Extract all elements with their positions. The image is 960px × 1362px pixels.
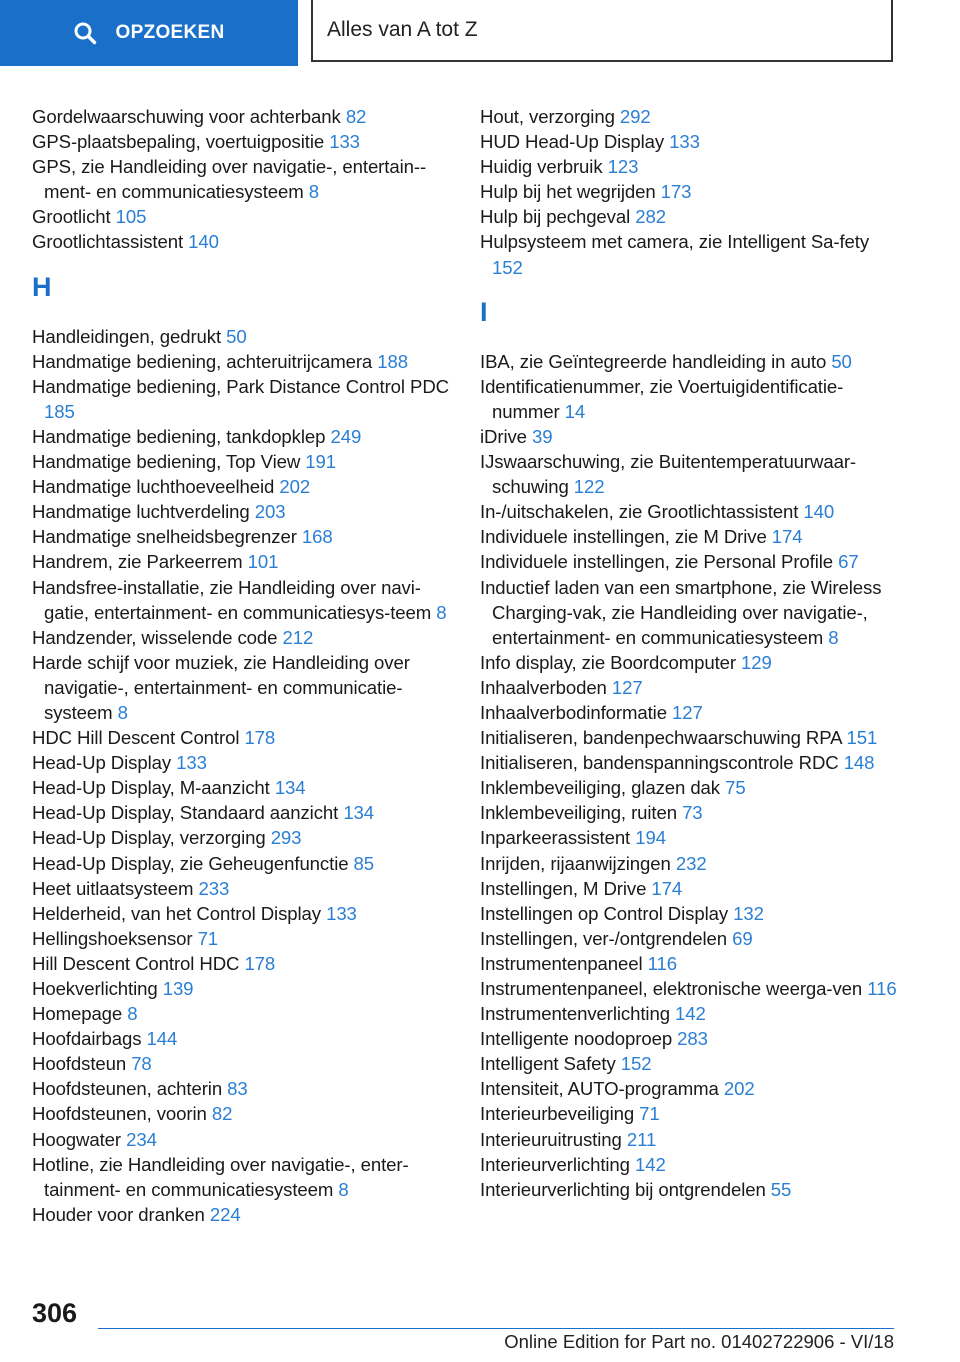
index-page-link[interactable]: 83 — [227, 1078, 248, 1100]
index-entry — [480, 650, 900, 675]
index-page-link[interactable]: 168 — [301, 526, 333, 548]
index-entry — [480, 675, 900, 700]
index-entry — [480, 825, 900, 850]
index-entry-text: GPS, zie Handleiding over navigatie-, entertain-ment- en communicatiesysteem — [32, 156, 427, 203]
index-entry — [480, 1026, 900, 1051]
index-page-link[interactable]: 71 — [197, 927, 219, 949]
index-entry — [32, 424, 452, 449]
index-entry — [480, 1127, 900, 1152]
index-entry-text: Handsfree-installatie, zie Handleiding over navi-gatie, entertainment- en communicatiesys-teem — [32, 576, 432, 623]
index-entry — [32, 104, 452, 129]
index-entry-text: Hoogwater — [32, 1128, 122, 1150]
index-entry-text: Instellingen, M Drive — [480, 877, 647, 899]
index-entry-text: Hoofdsteunen, achterin — [32, 1078, 223, 1100]
index-page-link[interactable]: 144 — [146, 1028, 178, 1050]
index-entry — [480, 800, 900, 825]
index-entry — [32, 204, 452, 229]
index-entry-text: Huidig verbruik — [480, 156, 603, 178]
index-entry-text: Info display, zie Boordcomputer — [480, 651, 736, 673]
index-entry — [32, 976, 452, 1001]
index-entry-text: Houder voor dranken — [32, 1203, 205, 1225]
index-page-link[interactable]: 116 — [647, 952, 677, 974]
index-page-link[interactable]: 69 — [732, 927, 753, 949]
index-entry-text: In-/uitschakelen, zie Grootlichtassistent — [480, 501, 799, 523]
index-entry — [32, 1127, 452, 1152]
index-entry — [32, 499, 452, 524]
index-page-link[interactable]: 8 — [338, 1178, 349, 1200]
index-page-link[interactable]: 55 — [770, 1178, 792, 1200]
index-entry — [480, 154, 900, 179]
index-entry — [480, 374, 900, 424]
index-page-link[interactable]: 232 — [675, 852, 707, 874]
index-entry-text: Handmatige bediening, Top View — [32, 451, 301, 473]
index-entry-text: Head-Up Display, verzorging — [32, 827, 266, 849]
index-entry-text: IJswaarschuwing, zie Buitentemperatuurwaar-schuwing — [480, 451, 857, 498]
index-page-link[interactable]: 105 — [115, 206, 147, 228]
index-entry — [480, 1076, 900, 1101]
index-entry-text: Hoofdsteun — [32, 1053, 127, 1075]
index-entry-text: Instrumentenpaneel — [480, 952, 643, 974]
index-page-link[interactable]: 8 — [828, 626, 839, 648]
index-page-link[interactable]: 194 — [635, 827, 666, 849]
top-bar — [0, 0, 960, 66]
index-page-link[interactable]: 133 — [176, 752, 207, 774]
index-entry-text: Handmatige bediening, Park Distance Control PDC — [32, 375, 449, 397]
index-page-link[interactable]: 8 — [308, 181, 320, 203]
index-page-link[interactable]: 292 — [619, 106, 651, 127]
section-title: Alles van A tot Z — [327, 18, 478, 41]
index-entry-text: GPS-plaatsbepaling, voertuigpositie — [32, 131, 325, 153]
index-page-link[interactable]: 202 — [723, 1078, 755, 1100]
index-page-link[interactable]: 50 — [226, 325, 247, 347]
index-entry-text: Interieurbeveiliging — [480, 1103, 635, 1125]
index-entry — [32, 825, 452, 850]
index-entry — [32, 449, 452, 474]
index-entry — [32, 1101, 452, 1126]
index-page-link[interactable]: 282 — [635, 206, 666, 228]
index-entry — [32, 901, 452, 926]
index-page-link[interactable]: 224 — [209, 1203, 241, 1225]
index-entry-text: Instrumentenverlichting — [480, 1003, 670, 1025]
index-entry — [32, 750, 452, 775]
index-page-link[interactable]: 116 — [867, 978, 897, 999]
index-entry — [480, 775, 900, 800]
index-entry-text: Helderheid, van het Control Display — [32, 902, 321, 924]
index-entry-text: iDrive — [480, 425, 527, 447]
index-entry — [480, 575, 900, 650]
index-entry — [480, 104, 900, 129]
index-entry — [32, 851, 452, 876]
index-entry-text: Inhaalverboden — [480, 676, 607, 698]
index-page-link[interactable]: 139 — [162, 978, 194, 999]
index-entry-text: Homepage — [32, 1003, 123, 1025]
index-entry-text: IBA, zie Geïntegreerde handleiding in auto — [480, 350, 827, 372]
index-page-link[interactable]: 211 — [626, 1128, 657, 1150]
index-entry — [32, 129, 452, 154]
index-page-link[interactable]: 134 — [274, 777, 306, 799]
index-entry-text: Inklembeveiliging, glazen dak — [480, 777, 720, 799]
index-entry-text: Harde schijf voor muziek, zie Handleiding over navigatie-, entertainment- en communicatie-systeem — [32, 651, 410, 723]
index-page-link[interactable]: 173 — [660, 181, 692, 203]
index-entry-text: Inductief laden van een smartphone, zie Wireless Charging-vak, zie Handleiding over navigatie-, entertainment- en communicatiesysteem — [480, 576, 882, 648]
section-title-box — [311, 0, 893, 62]
index-page-link[interactable]: 293 — [270, 827, 302, 849]
index-entry-text: Hoofdsteunen, voorin — [32, 1103, 207, 1125]
index-entry — [480, 549, 900, 574]
index-page-link[interactable]: 191 — [305, 451, 336, 473]
index-entry-text: Intelligente noodoproep — [480, 1028, 673, 1050]
index-entry — [480, 876, 900, 901]
index-entry-text: Instellingen op Control Display — [480, 902, 729, 924]
index-page-link[interactable]: 174 — [651, 877, 683, 899]
index-letter-heading: I — [480, 296, 488, 327]
index-page-link[interactable]: 39 — [532, 425, 553, 447]
index-entry — [480, 229, 900, 279]
index-page-link[interactable]: 82 — [345, 106, 367, 127]
index-entry — [480, 851, 900, 876]
index-entry-text: Grootlicht — [32, 206, 111, 228]
index-page-link[interactable]: 129 — [741, 651, 772, 673]
index-entry-text: Handrem, zie Parkeerrem — [32, 551, 243, 573]
index-page-link[interactable]: 127 — [672, 701, 703, 723]
index-entry — [32, 1076, 452, 1101]
index-page-link[interactable]: 148 — [843, 752, 875, 774]
index-entry — [480, 129, 900, 154]
index-entry — [480, 926, 900, 951]
index-entry — [480, 524, 900, 549]
index-page-link[interactable]: 127 — [611, 676, 643, 698]
index-entry-text: Hoekverlichting — [32, 978, 158, 999]
index-entry-text: Hill Descent Control HDC — [32, 952, 240, 974]
index-page-link[interactable]: 67 — [838, 551, 859, 573]
index-page-link[interactable]: 152 — [620, 1053, 652, 1075]
index-entry-text: Individuele instellingen, zie M Drive — [480, 526, 767, 548]
footer-edition: Online Edition for Part no. 01402722906 - VI/18 — [504, 1331, 894, 1352]
index-page-link[interactable]: 188 — [377, 350, 408, 372]
index-entry — [32, 1202, 452, 1227]
index-entry — [32, 1001, 452, 1026]
index-page-link[interactable]: 101 — [247, 551, 279, 573]
index-page-link[interactable]: 50 — [831, 350, 852, 372]
index-entry — [32, 926, 452, 951]
index-entry-text: Head-Up Display — [32, 752, 172, 774]
index-entry — [480, 1001, 900, 1026]
index-entry — [32, 1026, 452, 1051]
index-entry — [480, 700, 900, 725]
index-entry — [480, 1177, 900, 1202]
index-entry-text: Head-Up Display, Standaard aanzicht — [32, 802, 339, 824]
index-page-link[interactable]: 8 — [127, 1003, 138, 1025]
index-entry-text: HDC Hill Descent Control — [32, 727, 240, 749]
index-page-link[interactable]: 14 — [564, 400, 586, 422]
index-column-left — [32, 104, 452, 1227]
index-entry-text: Heet uitlaatsysteem — [32, 877, 194, 899]
index-entry-text: Hout, verzorging — [480, 106, 615, 127]
index-entry — [32, 775, 452, 800]
index-entry-text: Inparkeerassistent — [480, 827, 631, 849]
index-entry-text: Inklembeveiliging, ruiten — [480, 802, 677, 824]
index-entry — [480, 424, 900, 449]
index-page-link[interactable]: 8 — [117, 701, 128, 723]
index-entry — [480, 976, 900, 1001]
index-entry-text: Gordelwaarschuwing voor achterbank — [32, 106, 341, 127]
index-page-link[interactable]: 283 — [677, 1028, 708, 1050]
index-page-link[interactable]: 249 — [330, 425, 362, 447]
index-page-link[interactable]: 234 — [126, 1128, 157, 1150]
index-entry-text: Initialiseren, bandenpechwaarschuwing RPA — [480, 727, 842, 749]
index-page-link[interactable]: 71 — [639, 1103, 660, 1125]
index-entry-text: Interieurverlichting — [480, 1153, 630, 1175]
page-number: 306 — [32, 1298, 78, 1328]
index-page-link[interactable]: 178 — [244, 727, 276, 749]
index-page-link[interactable]: 85 — [353, 852, 375, 874]
index-page-link[interactable]: 132 — [733, 902, 764, 924]
index-entry — [480, 179, 900, 204]
index-entry — [32, 154, 452, 204]
index-entry — [32, 725, 452, 750]
index-entry — [32, 625, 452, 650]
index-entry — [480, 204, 900, 229]
index-entry-text: Handmatige luchthoeveelheid — [32, 476, 275, 498]
index-entry — [32, 374, 452, 424]
index-entry-text: Interieuruitrusting — [480, 1128, 622, 1150]
index-entry — [480, 1051, 900, 1076]
index-entry — [480, 1152, 900, 1177]
index-entry-text: Grootlichtassistent — [32, 231, 184, 253]
index-page-link[interactable]: 178 — [244, 952, 276, 974]
index-entry — [480, 725, 900, 750]
index-entry-text: Handmatige bediening, tankdopklep — [32, 425, 326, 447]
index-entry-text: Intelligent Safety — [480, 1053, 616, 1075]
index-entry-text: Handzender, wisselende code — [32, 626, 278, 648]
index-entry — [32, 1152, 452, 1202]
index-entry-text: Inhaalverbodinformatie — [480, 701, 667, 723]
index-entry — [32, 575, 452, 625]
index-page-link[interactable]: 202 — [279, 476, 311, 498]
index-page-link[interactable]: 140 — [803, 501, 835, 523]
index-entry — [480, 951, 900, 976]
index-entry — [480, 499, 900, 524]
index-entry-text: Inrijden, rijaanwijzingen — [480, 852, 671, 874]
search-icon — [73, 21, 97, 45]
index-entry-text: Hulpsysteem met camera, zie Intelligent Sa-fety — [480, 231, 870, 253]
footer-rule — [98, 1328, 894, 1329]
index-entry-text: Handleidingen, gedrukt — [32, 325, 222, 347]
index-entry-text: Individuele instellingen, zie Personal Profile — [480, 551, 834, 573]
search-label: OPZOEKEN — [115, 22, 225, 43]
index-page-link[interactable]: 134 — [343, 802, 375, 824]
index-entry-text: Intensiteit, AUTO-programma — [480, 1078, 719, 1100]
index-entry-text: Hellingshoeksensor — [32, 927, 193, 949]
index-entry — [32, 324, 452, 349]
index-entry-text: Handmatige luchtverdeling — [32, 501, 250, 523]
index-entry — [32, 951, 452, 976]
index-entry-text: Interieurverlichting bij ontgrendelen — [480, 1178, 766, 1200]
index-page-link[interactable]: 140 — [188, 231, 219, 253]
index-entry-text: Handmatige bediening, achteruitrijcamera — [32, 350, 373, 372]
search-button[interactable] — [0, 0, 298, 66]
index-entry-text: Identificatienummer, zie Voertuigidentificatie-nummer — [480, 375, 844, 422]
index-page-link[interactable]: 133 — [326, 902, 357, 924]
index-column-right — [480, 104, 900, 1202]
index-entry — [32, 524, 452, 549]
index-page-link[interactable]: 133 — [329, 131, 360, 153]
index-entry — [480, 349, 900, 374]
index-page-link[interactable]: 152 — [492, 256, 523, 278]
index-entry-text: Head-Up Display, zie Geheugenfunctie — [32, 852, 349, 874]
index-page-link[interactable]: 142 — [635, 1153, 666, 1175]
index-entry-text: Hoofdairbags — [32, 1028, 142, 1050]
index-entry-text: Instellingen, ver-/ontgrendelen — [480, 927, 728, 949]
index-entry-text: Hulp bij het wegrijden — [480, 181, 656, 203]
index-entry-text: HUD Head-Up Display — [480, 131, 665, 153]
index-page-link[interactable]: 75 — [725, 777, 746, 799]
index-page-link[interactable]: 233 — [198, 877, 230, 899]
index-entry — [480, 449, 900, 499]
index-page-link[interactable]: 185 — [44, 400, 75, 422]
index-entry-text: Hotline, zie Handleiding over navigatie-, enter-tainment- en communicatiesysteem — [32, 1153, 409, 1200]
index-entry — [32, 800, 452, 825]
index-page-link[interactable]: 82 — [211, 1103, 233, 1125]
index-entry — [32, 349, 452, 374]
index-page-link[interactable]: 78 — [131, 1053, 152, 1075]
index-entry — [480, 750, 900, 775]
index-page-link[interactable]: 142 — [675, 1003, 706, 1025]
index-entry — [32, 876, 452, 901]
index-page-link[interactable]: 212 — [282, 626, 314, 648]
index-page-link[interactable]: 123 — [607, 156, 639, 178]
index-entry-text: Handmatige snelheidsbegrenzer — [32, 526, 297, 548]
index-page-link[interactable]: 133 — [669, 131, 700, 153]
index-entry-text: Instrumentenpaneel, elektronische weerga-ven — [480, 978, 863, 999]
index-page-link[interactable]: 73 — [682, 802, 703, 824]
index-entry — [32, 474, 452, 499]
index-letter-heading: H — [32, 271, 52, 302]
index-entry — [32, 549, 452, 574]
index-entry — [32, 1051, 452, 1076]
index-page-link[interactable]: 122 — [573, 476, 605, 498]
index-page-link[interactable]: 151 — [846, 727, 878, 749]
index-entry — [480, 901, 900, 926]
index-entry — [32, 229, 452, 254]
index-page-link[interactable]: 203 — [254, 501, 286, 523]
index-page-link[interactable]: 8 — [436, 601, 447, 623]
index-page-link[interactable]: 174 — [771, 526, 803, 548]
index-entry-text: Head-Up Display, M-aanzicht — [32, 777, 270, 799]
index-entry-text: Hulp bij pechgeval — [480, 206, 631, 228]
index-entry-text: Initialiseren, bandenspanningscontrole RDC — [480, 752, 839, 774]
index-entry — [32, 650, 452, 725]
index-entry — [480, 1101, 900, 1126]
